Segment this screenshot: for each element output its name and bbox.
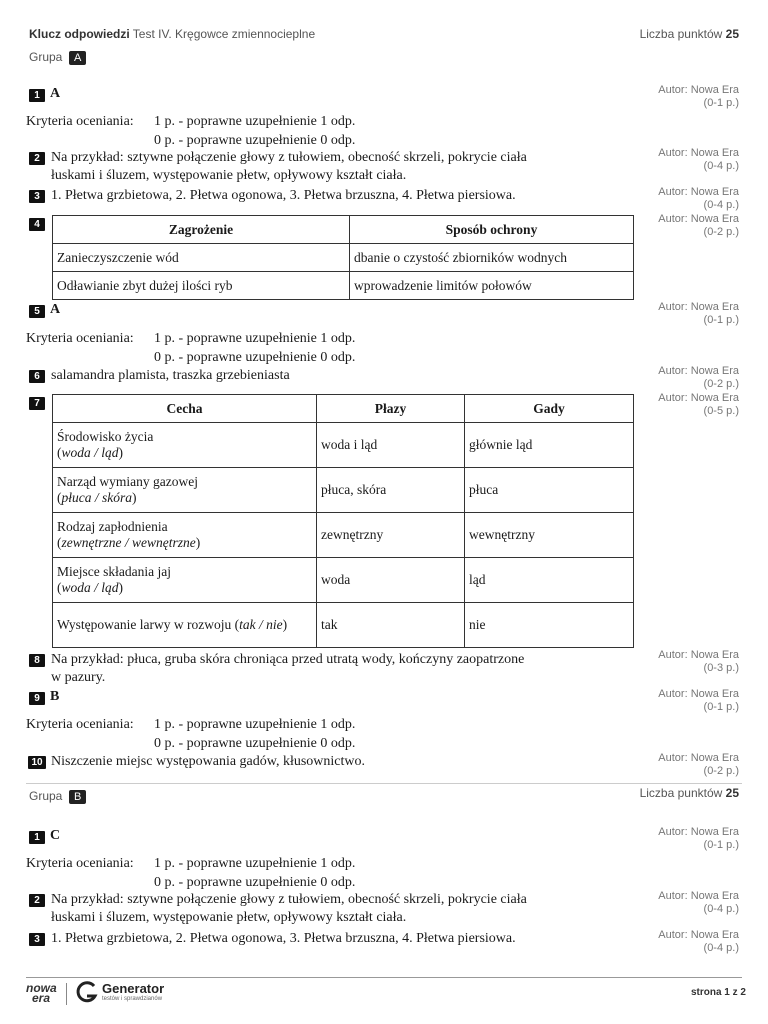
criteria-line: 1 p. - poprawne uzupełnienie 1 odp. [154, 717, 356, 732]
document-title: Klucz odpowiedzi Test IV. Kręgowce zmiennocieplne [29, 27, 316, 41]
group-badge: A [69, 51, 86, 65]
logo-divider [66, 983, 67, 1005]
table-cell: dbanie o czystość zbiorników wodnych [350, 244, 634, 272]
author-note: Autor: Nowa Era (0-1 p.) [658, 84, 739, 109]
table-cell: nie [465, 603, 634, 648]
table-cell: płuca, skóra [317, 468, 465, 513]
criteria-line: 0 p. - poprawne uzupełnienie 0 odp. [154, 133, 356, 148]
question-number: 7 [29, 397, 45, 410]
author-note: Autor: Nowa Era (0-4 p.) [658, 147, 739, 172]
table-cell: woda i ląd [317, 423, 465, 468]
table-cell: Rodzaj zapłodnienia (zewnętrzne / wewnętrzne) [53, 513, 317, 558]
table-cell: zewnętrzny [317, 513, 465, 558]
table-header: Sposób ochrony [350, 216, 634, 244]
table-header: Cecha [53, 395, 317, 423]
answer-text: 1. Płetwa grzbietowa, 2. Płetwa ogonowa, 3. Płetwa brzuszna, 4. Płetwa piersiowa. [51, 188, 516, 203]
question-number: 10 [28, 756, 46, 769]
answer-text: salamandra plamista, traszka grzebieniasta [51, 368, 290, 383]
answer: A [50, 302, 61, 317]
table-row [53, 513, 634, 558]
criteria-line: 1 p. - poprawne uzupełnienie 1 odp. [154, 114, 356, 129]
generator-g-icon [76, 981, 98, 1005]
traits-table [52, 394, 634, 648]
question-number: 3 [29, 933, 45, 946]
answer: A [50, 86, 61, 101]
author-note: Autor: Nowa Era (0-5 p.) [658, 392, 739, 417]
criteria-line: 0 p. - poprawne uzupełnienie 0 odp. [154, 736, 356, 751]
question-number: 5 [29, 305, 45, 318]
nowa-era-logo: nowa era [26, 981, 57, 1005]
author-note: Autor: Nowa Era (0-3 p.) [658, 649, 739, 674]
question-number: 9 [29, 692, 45, 705]
author-note: Autor: Nowa Era (0-4 p.) [658, 890, 739, 915]
answer-text: Na przykład: płuca, gruba skóra chroniąca przed utratą wody, kończyny zaopatrzone w pazury. [51, 652, 525, 685]
answer: C [50, 828, 61, 843]
table-cell: Miejsce składania jaj (woda / ląd) [53, 558, 317, 603]
table-cell: głównie ląd [465, 423, 634, 468]
question-number: 6 [29, 370, 45, 383]
criteria-label: Kryteria oceniania: [26, 717, 134, 732]
table-row [53, 558, 634, 603]
table-cell: wprowadzenie limitów połowów [350, 272, 634, 300]
author-note: Autor: Nowa Era (0-1 p.) [658, 301, 739, 326]
table-cell: woda [317, 558, 465, 603]
author-note: Autor: Nowa Era (0-2 p.) [658, 365, 739, 390]
footer-divider [26, 977, 742, 978]
author-note: Autor: Nowa Era (0-1 p.) [658, 826, 739, 851]
answer-text: Na przykład: sztywne połączenie głowy z tułowiem, obecność skrzeli, pokrycie ciała łuskami i śluzem, występowanie płetw, opływowy kształt ciała. [51, 150, 527, 183]
author-note: Autor: Nowa Era (0-2 p.) [658, 752, 739, 777]
page-number: strona 1 z 2 [690, 987, 746, 998]
group-b-label: Grupa B [29, 789, 86, 804]
question-number: 3 [29, 190, 45, 203]
criteria-label: Kryteria oceniania: [26, 856, 134, 871]
group-a-label: Grupa A [29, 50, 86, 65]
group-divider [26, 783, 742, 784]
answer-text: Niszczenie miejsc występowania gadów, kłusownictwo. [51, 754, 366, 769]
table-row [53, 423, 634, 468]
table-header: Gady [465, 395, 634, 423]
author-note: Autor: Nowa Era (0-4 p.) [658, 186, 739, 211]
criteria-label: Kryteria oceniania: [26, 114, 134, 129]
table-cell: Narząd wymiany gazowej (płuca / skóra) [53, 468, 317, 513]
question-number: 4 [29, 218, 45, 231]
table-cell: Środowisko życia (woda / ląd) [53, 423, 317, 468]
table-header-row [53, 395, 634, 423]
table-cell: Występowanie larwy w rozwoju (tak / nie) [53, 603, 317, 648]
answer-text: Na przykład: sztywne połączenie głowy z tułowiem, obecność skrzeli, pokrycie ciała łuskami i śluzem, występowanie płetw, opływowy kształt ciała. [51, 892, 527, 925]
criteria-line: 0 p. - poprawne uzupełnienie 0 odp. [154, 875, 356, 890]
criteria-label: Kryteria oceniania: [26, 331, 134, 346]
group-badge: B [69, 790, 86, 804]
table-row [53, 603, 634, 648]
author-note: Autor: Nowa Era (0-4 p.) [658, 929, 739, 954]
author-note: Autor: Nowa Era (0-2 p.) [658, 213, 739, 238]
author-note: Autor: Nowa Era (0-1 p.) [658, 688, 739, 713]
table-row [53, 468, 634, 513]
answer-text: 1. Płetwa grzbietowa, 2. Płetwa ogonowa, 3. Płetwa brzuszna, 4. Płetwa piersiowa. [51, 931, 516, 946]
table-row [53, 244, 634, 272]
table-cell: Odławianie zbyt dużej ilości ryb [53, 272, 350, 300]
criteria-line: 0 p. - poprawne uzupełnienie 0 odp. [154, 350, 356, 365]
table-header: Płazy [317, 395, 465, 423]
question-number: 1 [29, 89, 45, 102]
table-cell: tak [317, 603, 465, 648]
table-cell: wewnętrzny [465, 513, 634, 558]
question-number: 1 [29, 831, 45, 844]
answer: B [50, 689, 60, 704]
table-row [53, 272, 634, 300]
points-total: Liczba punktów 25 [639, 27, 739, 41]
threats-table [52, 215, 634, 300]
points-total: Liczba punktów 25 [639, 786, 739, 800]
table-header-row [53, 216, 634, 244]
criteria-line: 1 p. - poprawne uzupełnienie 1 odp. [154, 331, 356, 346]
table-cell: Zanieczyszczenie wód [53, 244, 350, 272]
table-cell: płuca [465, 468, 634, 513]
question-number: 2 [29, 152, 45, 165]
table-cell: ląd [465, 558, 634, 603]
question-number: 2 [29, 894, 45, 907]
table-header: Zagrożenie [53, 216, 350, 244]
criteria-line: 1 p. - poprawne uzupełnienie 1 odp. [154, 856, 356, 871]
question-number: 8 [29, 654, 45, 667]
